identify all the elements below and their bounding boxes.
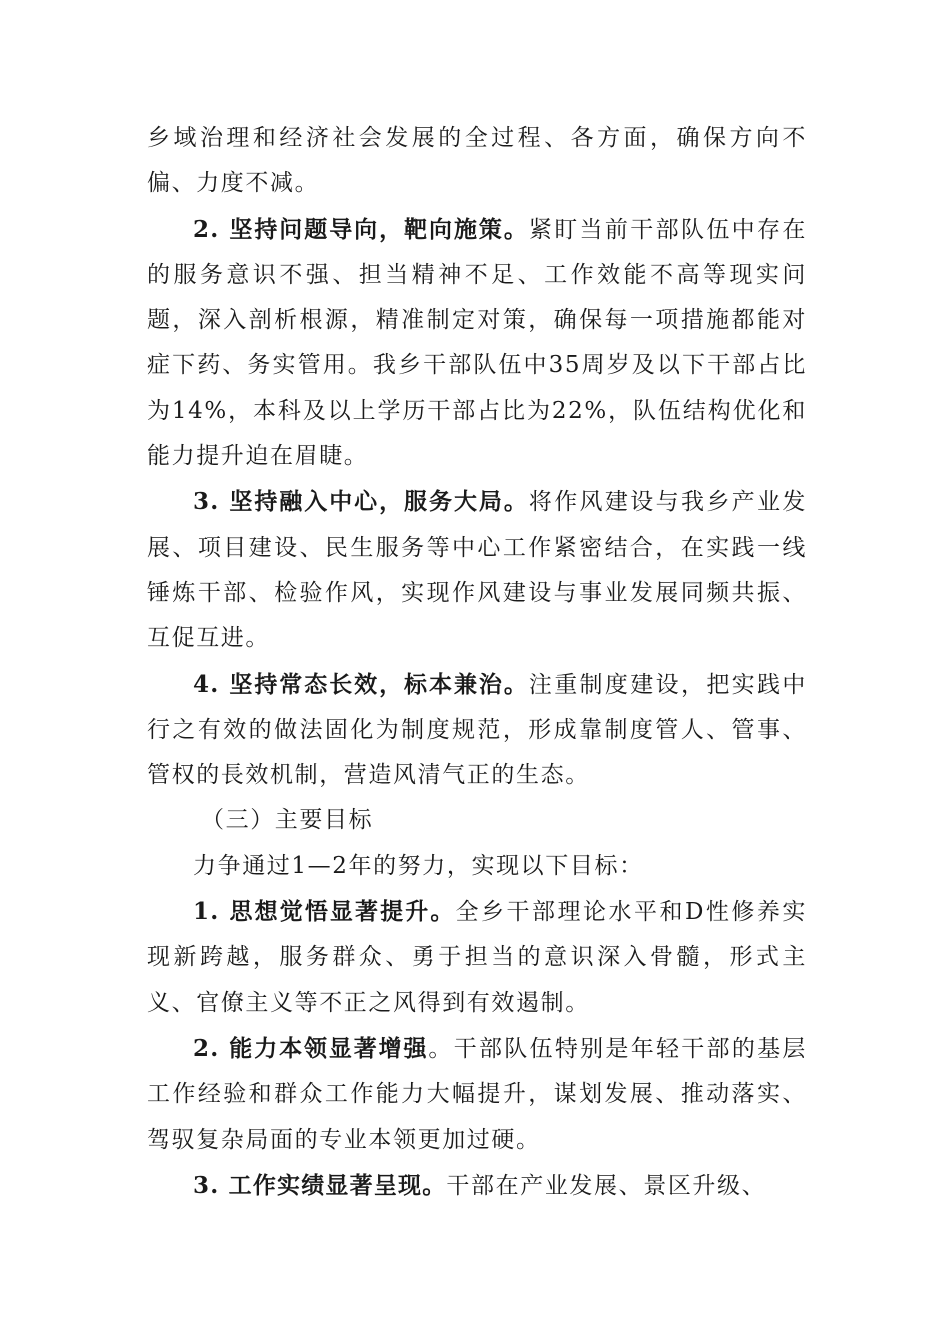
section-heading-main-goals: （三）主要目标 [201,807,374,834]
document-body [147,116,807,1209]
paragraph-lead: 3. 坚持融入中心，服务大局。 [193,488,529,516]
paragraph-lead: 2. 能力本领显著增强 [193,1034,429,1062]
paragraph-goals-intro [147,844,807,889]
paragraph-principle-3 [147,479,807,661]
paragraph-text: 全乡干部理论水平和D性修养实现新跨越，服务群众、勇于担当的意识深入骨髓，形式主义、官僚主义等不正之风得到有效遏制。 [147,899,807,1016]
paragraph-text: 。干部队伍特别是年轻干部的基层工作经验和群众工作能力大幅提升，谋划发展、推动落实、驾驭复杂局面的专业本领更加过硬。 [147,1035,808,1153]
paragraph-lead: 1. 思想觉悟显著提升。 [193,898,456,926]
paragraph-text: 干部在产业发展、景区升级、 [446,1172,767,1199]
paragraph-text: 注重制度建设，把实践中行之有效的做法固化为制度规范，形成靠制度管人、管事、管权的長效机制，营造风清气正的生态。 [147,671,807,789]
paragraph-text: 紧盯当前干部队伍中存在的服务意识不强、担当精神不足、工作效能不高等现实问题，深入剖析根源，精准制定对策，确保每一项措施都能对症下药、务实管用。我乡干部队伍中35周岁及以下干部占比为14%，本科及以上学历干部占比为22%，队伍结构优化和能力提升迫在眉睫。 [147,216,807,470]
paragraph-goal-2 [147,1026,807,1163]
paragraph-lead: 4. 坚持常态长效，标本兼治。 [193,670,529,698]
paragraph-goal-1 [147,889,807,1026]
paragraph-text: 力争通过1—2年的努力，实现以下目标： [193,852,644,879]
paragraph-lead: 2. 坚持问题导向，靶向施策。 [193,215,529,243]
paragraph-text: 乡域治理和经济社会发展的全过程、各方面，确保方向不偏、力度不减。 [147,125,807,197]
paragraph-text: 将作风建设与我乡产业发展、项目建设、民生服务等中心工作紧密结合，在实践一线锤炼干部、检验作风，实现作风建设与事业发展同频共振、互促互进。 [147,489,807,652]
paragraph-principle-4 [147,662,807,799]
paragraph-goal-3 [147,1163,807,1209]
paragraph-principle-2 [147,207,807,480]
paragraph-lead: 3. 工作实绩显著呈现。 [193,1171,447,1199]
paragraph-continuation [147,116,807,207]
